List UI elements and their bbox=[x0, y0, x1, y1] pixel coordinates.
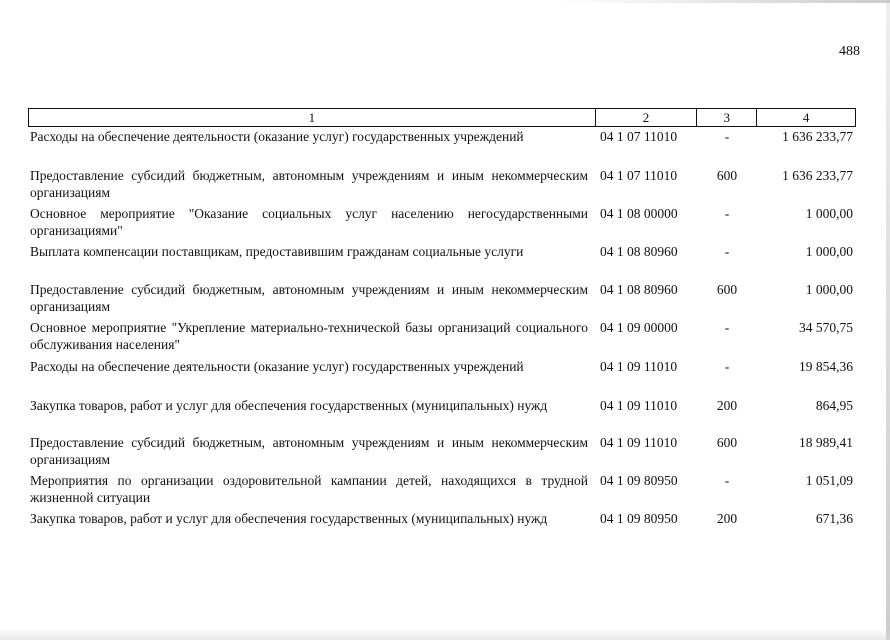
row-description: Расходы на обеспечение деятельности (оказание услуг) государственных учреждений bbox=[30, 129, 524, 144]
row-code: 04 1 09 11010 bbox=[600, 435, 678, 450]
row-expense-type: 600 bbox=[716, 168, 738, 183]
row-code: 04 1 08 80960 bbox=[600, 282, 678, 297]
row-code: 04 1 07 11010 bbox=[600, 168, 678, 183]
column-header-3: 3 bbox=[696, 109, 756, 126]
row-code: 04 1 09 00000 bbox=[600, 320, 678, 335]
row-expense-type: - bbox=[724, 129, 730, 144]
row-amount: 1 636 233,77 bbox=[782, 129, 853, 144]
row-description: Основное мероприятие "Оказание социальных услуг населению негосударственными организациями" bbox=[30, 206, 588, 238]
row-amount: 1 636 233,77 bbox=[782, 168, 853, 183]
row-code: 04 1 09 11010 bbox=[600, 359, 678, 374]
row-amount: 18 989,41 bbox=[799, 435, 853, 450]
row-amount: 19 854,36 bbox=[799, 359, 853, 374]
row-expense-type: - bbox=[724, 206, 730, 221]
row-amount: 1 000,00 bbox=[805, 206, 853, 221]
row-expense-type: - bbox=[724, 359, 730, 374]
row-code: 04 1 08 00000 bbox=[600, 206, 678, 221]
row-expense-type: - bbox=[724, 473, 730, 488]
row-description: Предоставление субсидий бюджетным, автономным учреждениям и иным некоммерческим организациям bbox=[30, 435, 588, 467]
scan-edge-top bbox=[560, 0, 890, 3]
row-expense-type: - bbox=[724, 320, 730, 335]
row-amount: 864,95 bbox=[815, 398, 853, 413]
scan-edge-bottom bbox=[0, 628, 890, 640]
row-description: Расходы на обеспечение деятельности (оказание услуг) государственных учреждений bbox=[30, 359, 524, 374]
row-description: Закупка товаров, работ и услуг для обеспечения государственных (муниципальных) нужд bbox=[30, 398, 548, 413]
row-description: Предоставление субсидий бюджетным, автономным учреждениям и иным некоммерческим организациям bbox=[30, 282, 588, 314]
row-expense-type: 600 bbox=[716, 435, 738, 450]
page-number: 488 bbox=[839, 44, 860, 59]
row-code: 04 1 07 11010 bbox=[600, 129, 678, 144]
row-expense-type: - bbox=[724, 244, 730, 259]
scan-edge-right bbox=[886, 0, 890, 640]
row-description: Выплата компенсации поставщикам, предоставившим гражданам социальные услуги bbox=[30, 244, 524, 259]
row-code: 04 1 08 80960 bbox=[600, 244, 678, 259]
row-amount: 1 051,09 bbox=[805, 473, 853, 488]
row-description: Закупка товаров, работ и услуг для обеспечения государственных (муниципальных) нужд bbox=[30, 511, 548, 526]
row-expense-type: 200 bbox=[716, 511, 738, 526]
row-description: Мероприятия по организации оздоровительной кампании детей, находящихся в трудной жизненной ситуации bbox=[30, 473, 588, 505]
row-expense-type: 600 bbox=[716, 282, 738, 297]
row-amount: 1 000,00 bbox=[805, 244, 853, 259]
row-amount: 671,36 bbox=[815, 511, 853, 526]
row-amount: 1 000,00 bbox=[805, 282, 853, 297]
budget-table bbox=[28, 108, 856, 526]
row-amount: 34 570,75 bbox=[799, 320, 853, 335]
row-expense-type: 200 bbox=[716, 398, 738, 413]
row-code: 04 1 09 80950 bbox=[600, 473, 678, 488]
row-code: 04 1 09 11010 bbox=[600, 398, 678, 413]
row-description: Предоставление субсидий бюджетным, автономным учреждениям и иным некоммерческим организациям bbox=[30, 168, 588, 200]
column-header-4: 4 bbox=[756, 109, 855, 126]
row-description: Основное мероприятие "Укрепление материально-технической базы организаций социального обслуживания населения" bbox=[30, 320, 588, 352]
table-header-row bbox=[28, 108, 856, 127]
row-code: 04 1 09 80950 bbox=[600, 511, 678, 526]
column-header-2: 2 bbox=[595, 109, 697, 126]
column-header-1: 1 bbox=[308, 110, 316, 125]
